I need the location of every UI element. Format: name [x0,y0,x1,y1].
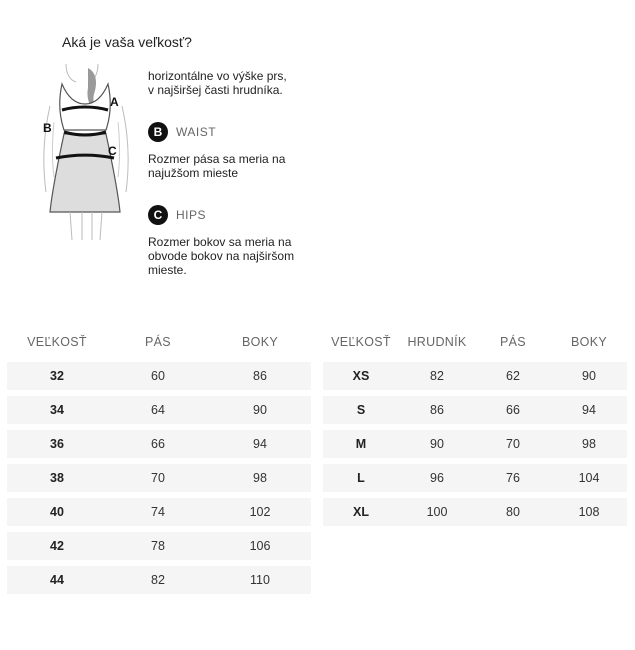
waist-label: WAIST [176,125,217,139]
size-cell: 34 [7,396,107,424]
column-header: VEĽKOSŤ [331,335,391,349]
hips-badge: C [148,205,168,225]
value-cell: 60 [107,362,209,390]
table-row [323,464,627,492]
table-row [7,396,311,424]
value-cell: 76 [475,464,551,492]
size-guide-title: Aká je vaša veľkosť? [62,34,192,50]
table-row [7,362,311,390]
table-header-row [7,328,311,356]
size-cell: 38 [7,464,107,492]
numeric-size-table [7,322,311,600]
table-header-row [323,328,627,356]
value-cell: 98 [551,430,627,458]
table-row [323,430,627,458]
value-cell: 64 [107,396,209,424]
value-cell: 110 [209,566,311,594]
value-cell: 78 [107,532,209,560]
value-cell: 104 [551,464,627,492]
value-cell: 86 [209,362,311,390]
value-cell: 90 [209,396,311,424]
size-cell: XL [323,498,399,526]
size-cell: 44 [7,566,107,594]
size-cell: M [323,430,399,458]
value-cell: 70 [475,430,551,458]
value-cell: 98 [209,464,311,492]
size-cell: 40 [7,498,107,526]
measure-label-a: A [110,95,119,109]
size-cell: S [323,396,399,424]
value-cell: 96 [399,464,475,492]
size-cell: 32 [7,362,107,390]
letter-size-table [323,322,627,532]
table-row [7,498,311,526]
size-cell: XS [323,362,399,390]
value-cell: 66 [107,430,209,458]
value-cell: 82 [399,362,475,390]
value-cell: 94 [551,396,627,424]
value-cell: 90 [399,430,475,458]
waist-badge: B [148,122,168,142]
hips-heading [148,205,206,225]
body-measurement-figure [36,62,136,242]
measure-label-b: B [43,121,52,135]
column-header: HRUDNÍK [407,335,467,349]
hips-label: HIPS [176,208,207,222]
value-cell: 70 [107,464,209,492]
value-cell: 102 [209,498,311,526]
value-cell: 106 [209,532,311,560]
value-cell: 90 [551,362,627,390]
waist-description: Rozmer pása sa meria na najužšom mieste [148,152,286,180]
value-cell: 62 [475,362,551,390]
column-header: BOKY [571,335,607,349]
table-row [323,498,627,526]
size-cell: 36 [7,430,107,458]
table-row [323,362,627,390]
value-cell: 108 [551,498,627,526]
table-row [7,430,311,458]
hips-description: Rozmer bokov sa meria na obvode bokov na najširšom mieste. [148,235,295,277]
value-cell: 80 [475,498,551,526]
table-row [7,464,311,492]
column-header: PÁS [500,335,526,349]
size-cell: 42 [7,532,107,560]
table-row [7,566,311,594]
waist-heading [148,122,216,142]
bust-description: horizontálne vo výške prs, v najširšej časti hrudníka. [148,69,287,97]
value-cell: 86 [399,396,475,424]
dress-figure-icon [36,62,136,242]
size-cell: L [323,464,399,492]
column-header: VEĽKOSŤ [27,335,87,349]
column-header: PÁS [145,335,171,349]
value-cell: 82 [107,566,209,594]
column-header: BOKY [242,335,278,349]
value-cell: 94 [209,430,311,458]
measure-label-c: C [108,144,117,158]
value-cell: 66 [475,396,551,424]
table-row [7,532,311,560]
value-cell: 74 [107,498,209,526]
value-cell: 100 [399,498,475,526]
table-row [323,396,627,424]
